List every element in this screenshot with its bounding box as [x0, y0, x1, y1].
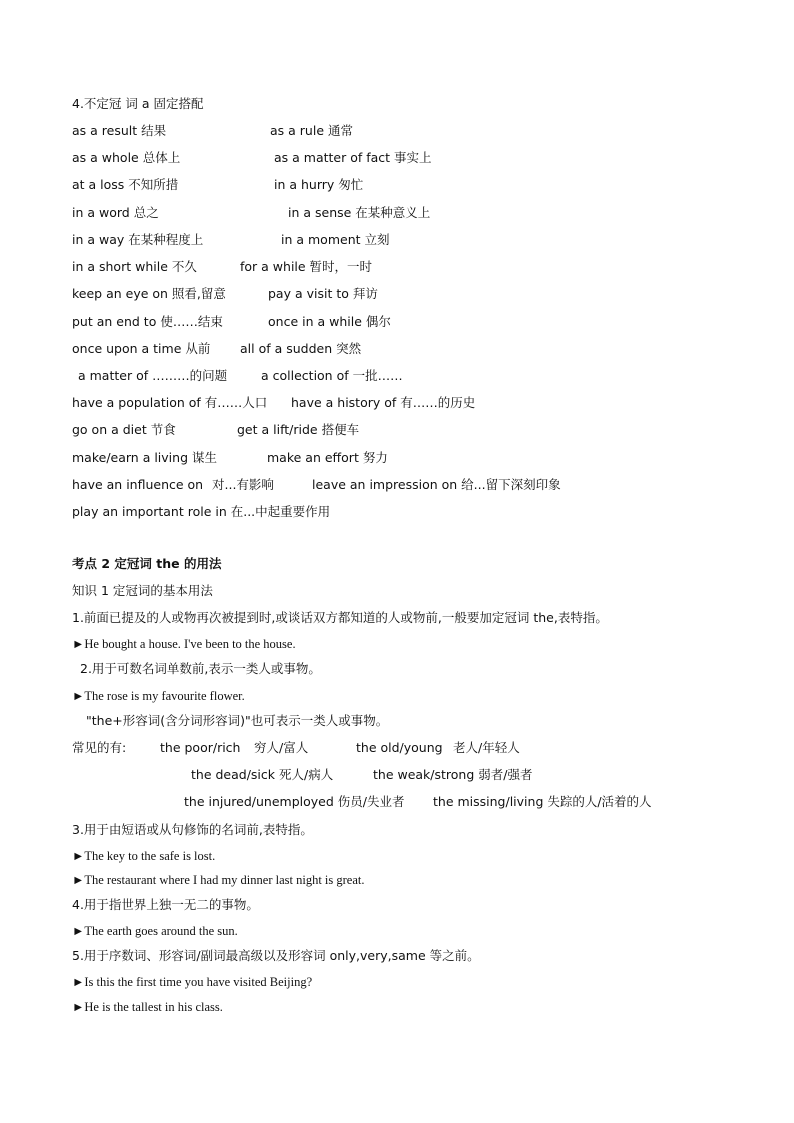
rule-2b: "the+形容词(含分词形容词)"也可表示一类人或事物。 — [86, 713, 389, 728]
example-2: ►The rose is my favourite flower. — [72, 689, 245, 703]
example-5b: ►He is the tallest in his class. — [72, 1000, 223, 1014]
example-4: ►The earth goes around the sun. — [72, 924, 238, 938]
rule-1: 1.前面已提及的人或物再次被提到时,或谈话双方都知道的人或物前,一般要加定冠词 the,表特指。 — [72, 610, 608, 625]
rule-4: 4.用于指世界上独一无二的事物。 — [72, 897, 259, 912]
rule-5: 5.用于序数词、形容词/副词最高级以及形容词 only,very,same 等之前。 — [72, 948, 480, 963]
example-3b: ►The restaurant where I had my dinner last night is great. — [72, 873, 365, 887]
example-1: ►He bought a house. I've been to the house. — [72, 637, 296, 651]
section-4-title: 4.不定冠 词 a 固定搭配 — [72, 96, 204, 111]
example-5a: ►Is this the first time you have visited Beijing? — [72, 975, 313, 989]
section-heading: 考点 2 定冠词 the 的用法 — [72, 556, 222, 571]
example-3a: ►The key to the safe is lost. — [72, 849, 216, 863]
subsection-title: 知识 1 定冠词的基本用法 — [72, 583, 213, 598]
rule-2: 2.用于可数名词单数前,表示一类人或事物。 — [80, 661, 321, 676]
rule-3: 3.用于由短语或从句修饰的名词前,表特指。 — [72, 822, 313, 837]
